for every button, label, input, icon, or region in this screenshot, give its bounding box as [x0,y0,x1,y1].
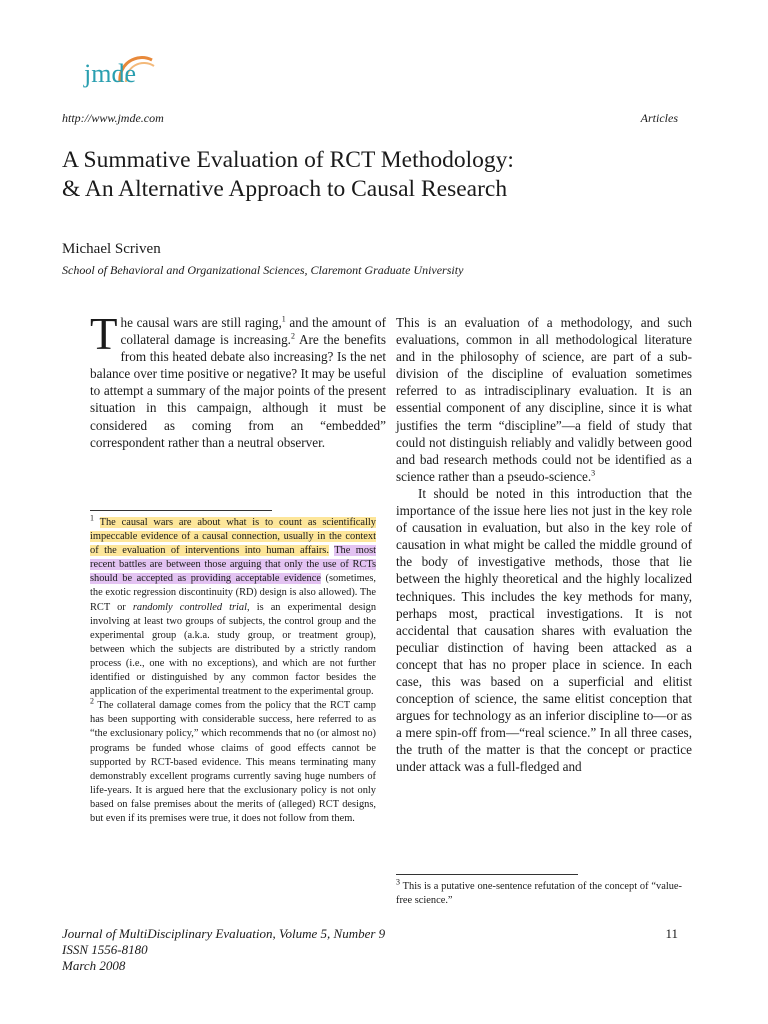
intro-text-2: and the amount of collateral damage is increasing. [120,315,386,348]
footer-issn: ISSN 1556-8180 [62,942,148,957]
jmde-logo-graphic [82,52,162,92]
intro-text-1: he causal wars are still raging, [120,315,282,330]
title-line-1: A Summative Evaluation of RCT Methodology: [62,147,514,173]
footnote-1-text-a: (sometimes, the exotic regression discontinuity (RD) design is also allowed). The RCT or [90,573,376,613]
right-column [396,314,692,776]
footnote-1-number: 1 [90,513,94,523]
footnote-ref-2[interactable]: 2 [290,331,295,341]
right-paragraph-1 [396,314,692,485]
highlight-purple[interactable]: The most recent battles are between those arguing that only the use of RCTs should be accepted as providing acceptable evidence [90,545,376,585]
drop-cap: T [90,309,118,359]
footer-date: March 2008 [62,958,126,973]
intro-text-3: Are the benefits from this heated debate also increasing? Is the net balance over time positive or negative? It may be useful to attempt a summary of the major points of the present situation in this campaign, although it must be considered as coming from an “embedded” correspondent rather than a neutral observer. [90,332,386,450]
footnote-ref-3[interactable]: 3 [591,468,596,478]
right-text-1: This is an evaluation of a methodology, and such evaluations, common in all methodological literature and in the philosophy of science, are part of a sub-division of the discipline of evaluation sometimes referred to as intradisciplinary evaluation. It is an essential component of any discipline, since it is what justifies the term “discipline”—a field of study that could not distinguish reliably and validly between good and bad research methods could not be identified as a science rather than a pseudo-science. [396,315,692,484]
footnote-2 [90,696,376,826]
footer-journal: Journal of MultiDisciplinary Evaluation, Volume 5, Number 9 [62,926,386,941]
title-line-2: & An Alternative Approach to Causal Research [62,176,508,202]
logo-text: jmde [84,59,136,88]
footnote-1-text-b: , is an experimental design involving at least two groups of subjects, the control group and the experimental group (a.k.a. study group, or treatment group), between which the subjects are distributed by a strictly random process (i.e., one with no exceptions), and which are not further identified or distinguished by any common factor besides the application of the experimental treatment to the experimental group. [90,601,377,698]
left-column [90,309,386,451]
footnote-ref-1[interactable]: 1 [281,314,286,324]
footnote-3-text: This is a putative one-sentence refutation of the concept of “value-free science.” [396,881,682,907]
right-paragraph-2: It should be noted in this introduction that the importance of the issue here lies not just in the key role of causation in evaluation, but also in the key role of causation in what might be called the middle ground of the body of investigative methods, those that lie between the highly theoretical and the highly localized techniques. This includes the key methods for many, perhaps most, practical investigations. It is not accidental that causation shares with evaluation the peculiar distinction of having been attacked as a concept that has no proper place in science. In each case, this was based on a superficial and elitist conception of science, the same elitist conception that argues for technology as an inferior discipline to—or as a mere spin-off from—“real science.” In all three cases, the truth of the matter is that the concept or practice under attack was a full-fledged and [396,485,692,775]
highlight-yellow[interactable]: The causal wars are about what is to count as scientifically impeccable evidence of a causal connection, usually in the context of the evaluation of interventions into human affairs. [90,517,376,557]
journal-logo [82,52,162,92]
footnotes-left [90,513,377,826]
page-footer [62,926,385,974]
footnote-2-text: The collateral damage comes from the policy that the RCT camp has been supporting with considerable success, here referred to as “the exclusionary policy,” which recommends that no (or almost no) programs be funded whose claims of good effects cannot be supported by RCT-based evidence. This means terminating many demonstrably excellent programs currently saving huge numbers of life-years. It is argued here that the exclusionary policy is not only based on false premises about the merits of (alleged) RCT designs, but even if its premises were true, it does not follow from them. [90,700,376,824]
author-affiliation: School of Behavioral and Organizational Sciences, Claremont Graduate University [62,263,464,277]
footnote-2-number: 2 [90,696,94,706]
footnote-3-number: 3 [396,877,400,887]
journal-url[interactable]: http://www.jmde.com [62,111,164,125]
footnote-3 [396,877,682,908]
intro-paragraph [90,309,386,451]
footnotes-right [396,877,682,908]
footnote-divider-right [396,874,578,875]
section-label: Articles [640,111,678,125]
footnote-1-italic: randomly controlled trial [132,601,248,613]
article-title [62,146,702,204]
footnote-1 [90,513,377,699]
page-number: 11 [665,926,678,941]
footnote-divider-left [90,510,272,511]
author-name: Michael Scriven [62,241,161,257]
